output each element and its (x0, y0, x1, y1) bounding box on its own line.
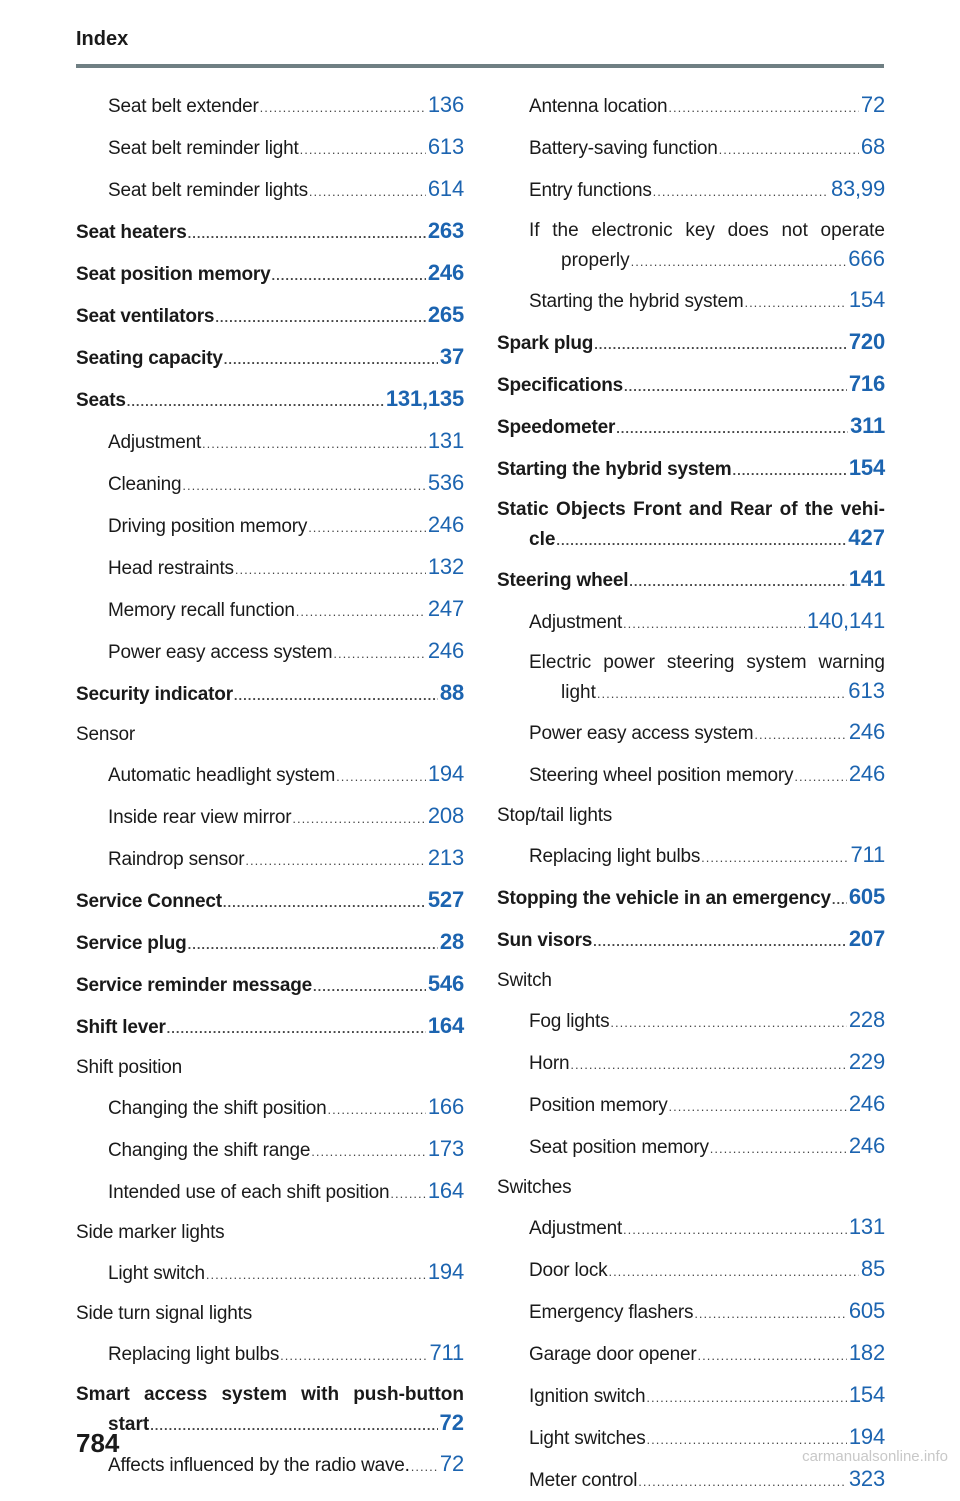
page-link[interactable]: 605 (848, 884, 885, 909)
dot-leader (245, 841, 425, 880)
entry-label: Service plug (76, 933, 187, 954)
dot-leader (556, 527, 846, 555)
dot-leader (610, 1003, 847, 1042)
watermark: carmanualsonline.info (802, 1448, 948, 1465)
entry-label: Emergency flashers (529, 1302, 694, 1323)
dot-leader (224, 340, 438, 379)
page-link[interactable]: 131 (848, 1214, 885, 1239)
entry-label-continued: properly (561, 250, 630, 271)
page-link[interactable]: 228 (848, 1007, 885, 1032)
page-link[interactable]: 711 (850, 842, 885, 867)
dot-leader (333, 634, 426, 673)
dot-leader (182, 466, 425, 505)
index-heading (76, 1048, 464, 1087)
dot-leader (188, 925, 438, 964)
index-entry (76, 505, 464, 547)
index-heading (76, 1294, 464, 1333)
entry-label: Position memory (529, 1095, 668, 1116)
index-entry (497, 280, 885, 322)
index-entry (497, 496, 885, 555)
entry-label: Raindrop sensor (108, 849, 245, 870)
index-entry (497, 364, 885, 406)
entry-label: Battery-saving function (529, 138, 718, 159)
dot-leader (300, 130, 426, 169)
index-entry (76, 1006, 464, 1048)
dot-leader (167, 1009, 426, 1048)
entry-label: Seat belt reminder lights (108, 180, 308, 201)
page-link[interactable]: 246 (848, 719, 885, 744)
index-heading (76, 715, 464, 754)
index-entry (76, 838, 464, 880)
page-link[interactable]: 229 (848, 1049, 885, 1074)
dot-leader (754, 715, 847, 754)
dot-leader (215, 298, 426, 337)
entry-label: Side marker lights (76, 1222, 225, 1243)
index-entry (76, 1087, 464, 1129)
index-entry (76, 1333, 464, 1375)
dot-leader (570, 1045, 847, 1084)
page-link[interactable]: 83,99 (830, 176, 885, 201)
entry-label: Steering wheel position memory (529, 765, 794, 786)
dot-leader (744, 283, 846, 322)
index-entry (76, 880, 464, 922)
entry-label: Power easy access system (529, 723, 754, 744)
dot-leader (653, 172, 829, 211)
dot-leader (292, 799, 426, 838)
page-link[interactable]: 613 (427, 134, 464, 159)
dot-leader (794, 757, 847, 796)
dot-leader (594, 325, 847, 364)
entry-label: Adjustment (529, 1218, 623, 1239)
entry-label: Meter control (529, 1470, 638, 1491)
page-link[interactable]: 311 (850, 413, 885, 438)
dot-leader (328, 1090, 426, 1129)
entry-continuation (529, 677, 885, 708)
entry-label: Inside rear view mirror (108, 807, 292, 828)
dot-leader (202, 424, 426, 463)
entry-label: Automatic headlight system (108, 765, 336, 786)
dot-leader (719, 130, 859, 169)
index-entry (497, 649, 885, 708)
header-rule (76, 64, 884, 68)
dot-leader (309, 172, 426, 211)
index-entry (76, 1129, 464, 1171)
entry-label: Sun visors (497, 930, 593, 951)
entry-label: Changing the shift position (108, 1098, 327, 1119)
entry-label: Steering wheel (497, 570, 629, 591)
entry-label: Adjustment (108, 432, 202, 453)
index-entry (497, 1084, 885, 1126)
entry-label: Static Objects Front and Rear of the vehi- (497, 499, 885, 520)
page-link[interactable]: 246 (427, 638, 464, 663)
index-entry (76, 1252, 464, 1294)
entry-label: Adjustment (529, 612, 623, 633)
index-entry (497, 877, 885, 919)
entry-label: Intended use of each shift position (108, 1182, 390, 1203)
index-entry (497, 1249, 885, 1291)
entry-label: Replacing light bulbs (529, 846, 701, 867)
page-link[interactable]: 246 (848, 1091, 885, 1116)
index-entry (497, 1375, 885, 1417)
page-link[interactable]: 208 (427, 803, 464, 828)
index-heading (76, 1213, 464, 1252)
entry-label: Changing the shift range (108, 1140, 311, 1161)
dot-leader (624, 367, 847, 406)
page-link[interactable]: 194 (848, 1424, 885, 1449)
entry-continuation (497, 524, 885, 555)
dot-leader (701, 838, 848, 877)
entry-label: Light switches (529, 1428, 646, 1449)
page-link[interactable]: 246 (427, 512, 464, 537)
index-entry (497, 1207, 885, 1249)
index-entry (497, 919, 885, 961)
index-entry (497, 1126, 885, 1168)
page-link[interactable]: 182 (848, 1340, 885, 1365)
page-link[interactable]: 132 (427, 554, 464, 579)
dot-leader (311, 1132, 426, 1171)
page-link[interactable]: 247 (427, 596, 464, 621)
dot-leader (260, 88, 426, 127)
entry-label: Speedometer (497, 417, 616, 438)
dot-leader (608, 1252, 858, 1291)
page-link[interactable]: 527 (427, 887, 464, 912)
entry-label: Shift position (76, 1057, 182, 1078)
dot-leader (623, 1210, 847, 1249)
index-entry (497, 406, 885, 448)
index-entry (497, 85, 885, 127)
dot-leader (631, 248, 847, 276)
entry-label: Fog lights (529, 1011, 610, 1032)
index-entry (497, 1291, 885, 1333)
page-link[interactable]: 68 (860, 134, 885, 159)
entry-label: Seating capacity (76, 348, 223, 369)
index-entry (497, 127, 885, 169)
entry-label: Stop/tail lights (497, 805, 613, 826)
entry-label: Seat belt extender (108, 96, 259, 117)
index-entry (76, 379, 464, 421)
dot-leader (411, 1447, 438, 1486)
entry-label: Seat position memory (76, 264, 271, 285)
index-heading (497, 1168, 885, 1207)
dot-leader (629, 562, 847, 601)
entry-label: Service Connect (76, 891, 222, 912)
page-link[interactable]: 173 (427, 1136, 464, 1161)
index-entry (497, 1333, 885, 1375)
page-link[interactable]: 207 (848, 926, 885, 951)
index-entry (497, 1042, 885, 1084)
index-entry (497, 754, 885, 796)
index-entry (76, 1171, 464, 1213)
entry-label: Garage door opener (529, 1344, 697, 1365)
index-entry (76, 85, 464, 127)
dot-leader (668, 88, 859, 127)
index-entry (76, 964, 464, 1006)
page-link[interactable]: 720 (848, 329, 885, 354)
index-heading (497, 796, 885, 835)
dot-leader (234, 676, 438, 715)
index-entry (76, 253, 464, 295)
page-link[interactable]: 246 (427, 260, 464, 285)
dot-leader (308, 508, 426, 547)
dot-leader (694, 1294, 847, 1333)
entry-label: Door lock (529, 1260, 608, 1281)
index-entry (76, 631, 464, 673)
index-entry (497, 601, 885, 643)
dot-leader (235, 550, 426, 589)
entry-label: Switches (497, 1177, 572, 1198)
entry-label: Cleaning (108, 474, 182, 495)
index-entry (497, 1000, 885, 1042)
page-link[interactable]: 131,135 (385, 386, 464, 411)
entry-label: Horn (529, 1053, 570, 1074)
index-entry (497, 712, 885, 754)
page-link[interactable]: 136 (427, 92, 464, 117)
page-link[interactable]: 614 (427, 176, 464, 201)
index-entry (76, 1444, 464, 1486)
index-entry (497, 835, 885, 877)
index-heading (497, 961, 885, 1000)
page-link[interactable]: 605 (848, 1298, 885, 1323)
dot-leader (150, 1412, 437, 1440)
dot-leader (646, 1378, 847, 1417)
page-link[interactable]: 716 (848, 371, 885, 396)
entry-label: Affects influenced by the radio wave. (108, 1455, 410, 1476)
entry-label: Memory recall function (108, 600, 295, 621)
entry-label-continued: light (561, 682, 596, 703)
index-entry (497, 448, 885, 490)
index-entry (76, 463, 464, 505)
entry-label-continued: cle (529, 529, 556, 550)
index-entry (497, 169, 885, 211)
page-link[interactable]: 154 (848, 455, 885, 480)
index-entry (497, 559, 885, 601)
entry-label: Sensor (76, 724, 136, 745)
entry-label: Security indicator (76, 684, 233, 705)
entry-continuation (76, 1409, 464, 1440)
dot-leader (832, 880, 847, 919)
dot-leader (127, 382, 384, 421)
page-link[interactable]: 154 (848, 1382, 885, 1407)
page-link[interactable]: 140,141 (806, 608, 885, 633)
page-link[interactable]: 85 (860, 1256, 885, 1281)
index-entry (497, 322, 885, 364)
page-link[interactable]: 72 (860, 92, 885, 117)
dot-leader (280, 1336, 427, 1375)
page-number: 784 (76, 1428, 120, 1458)
entry-label: Stopping the vehicle in an emergency (497, 888, 831, 909)
index-entry (76, 421, 464, 463)
index-entry (76, 127, 464, 169)
dot-leader (336, 757, 426, 796)
index-entry (76, 589, 464, 631)
page-link[interactable]: 164 (427, 1013, 464, 1038)
entry-label: Ignition switch (529, 1386, 646, 1407)
page-link[interactable]: 546 (427, 971, 464, 996)
page-link[interactable]: 28 (439, 929, 464, 954)
index-column-right (497, 85, 885, 1501)
entry-label: Seat position memory (529, 1137, 709, 1158)
index-entry (76, 211, 464, 253)
index-entry (76, 337, 464, 379)
page-link[interactable]: 88 (439, 680, 464, 705)
entry-label: Seats (76, 390, 126, 411)
page-link[interactable]: 246 (848, 1133, 885, 1158)
dot-leader (710, 1129, 847, 1168)
entry-label: If the electronic key does not operate (529, 220, 885, 241)
dot-leader (732, 451, 846, 490)
index-entry (76, 796, 464, 838)
index-entry (76, 754, 464, 796)
page-link[interactable]: 323 (848, 1466, 885, 1491)
dot-leader (390, 1174, 426, 1213)
index-entry (76, 1381, 464, 1440)
dot-leader (206, 1255, 426, 1294)
dot-leader (597, 680, 846, 708)
dot-leader (669, 1087, 847, 1126)
dot-leader (223, 883, 426, 922)
entry-label: Starting the hybrid system (529, 291, 744, 312)
entry-label: Specifications (497, 375, 624, 396)
entry-label: Power easy access system (108, 642, 333, 663)
page-link[interactable]: 72 (439, 1410, 464, 1435)
dot-leader (296, 592, 426, 631)
entry-label: Side turn signal lights (76, 1303, 253, 1324)
page-link[interactable]: 141 (848, 566, 885, 591)
entry-label: Seat belt reminder light (108, 138, 299, 159)
dot-leader (638, 1462, 847, 1501)
entry-label: Replacing light bulbs (108, 1344, 280, 1365)
page-link[interactable]: 166 (427, 1094, 464, 1119)
entry-label: Spark plug (497, 333, 594, 354)
page-link[interactable]: 194 (427, 1259, 464, 1284)
page-link[interactable]: 711 (429, 1340, 464, 1365)
page-link[interactable]: 131 (427, 428, 464, 453)
index-entry (497, 1459, 885, 1501)
index-entry (76, 169, 464, 211)
entry-continuation (529, 245, 885, 276)
page-link[interactable]: 536 (427, 470, 464, 495)
index-entry (76, 295, 464, 337)
entry-label-continued: start (108, 1414, 150, 1435)
page-link[interactable]: 164 (427, 1178, 464, 1203)
entry-label: Head restraints (108, 558, 234, 579)
page-link[interactable]: 72 (439, 1451, 464, 1476)
index-column-left (76, 85, 464, 1486)
page-link[interactable]: 194 (427, 761, 464, 786)
entry-label: Seat heaters (76, 222, 187, 243)
page-link[interactable]: 213 (427, 845, 464, 870)
page-link[interactable]: 154 (848, 287, 885, 312)
entry-label: Service reminder message (76, 975, 313, 996)
page-link[interactable]: 37 (439, 344, 464, 369)
dot-leader (188, 214, 426, 253)
index-entry (76, 922, 464, 964)
dot-leader (272, 256, 426, 295)
dot-leader (593, 922, 847, 961)
index-entry (76, 547, 464, 589)
dot-leader (623, 604, 805, 643)
entry-label: Smart access system with push-button (76, 1384, 464, 1405)
dot-leader (313, 967, 426, 1006)
page-link[interactable]: 427 (848, 525, 885, 550)
entry-label: Switch (497, 970, 552, 991)
page-link[interactable]: 263 (427, 218, 464, 243)
entry-label: Entry functions (529, 180, 652, 201)
page-link[interactable]: 613 (848, 678, 885, 703)
entry-label: Starting the hybrid system (497, 459, 732, 480)
entry-label: Light switch (108, 1263, 205, 1284)
page-link[interactable]: 246 (848, 761, 885, 786)
entry-label: Shift lever (76, 1017, 166, 1038)
entry-label: Seat ventilators (76, 306, 215, 327)
entry-label: Electric power steering system warning (529, 652, 885, 673)
index-entry (497, 217, 885, 276)
dot-leader (698, 1336, 847, 1375)
page-link[interactable]: 666 (848, 246, 885, 271)
header-title: Index (76, 28, 129, 50)
dot-leader (616, 409, 848, 448)
index-entry (76, 673, 464, 715)
entry-label: Antenna location (529, 96, 668, 117)
entry-label: Driving position memory (108, 516, 308, 537)
page-link[interactable]: 265 (427, 302, 464, 327)
